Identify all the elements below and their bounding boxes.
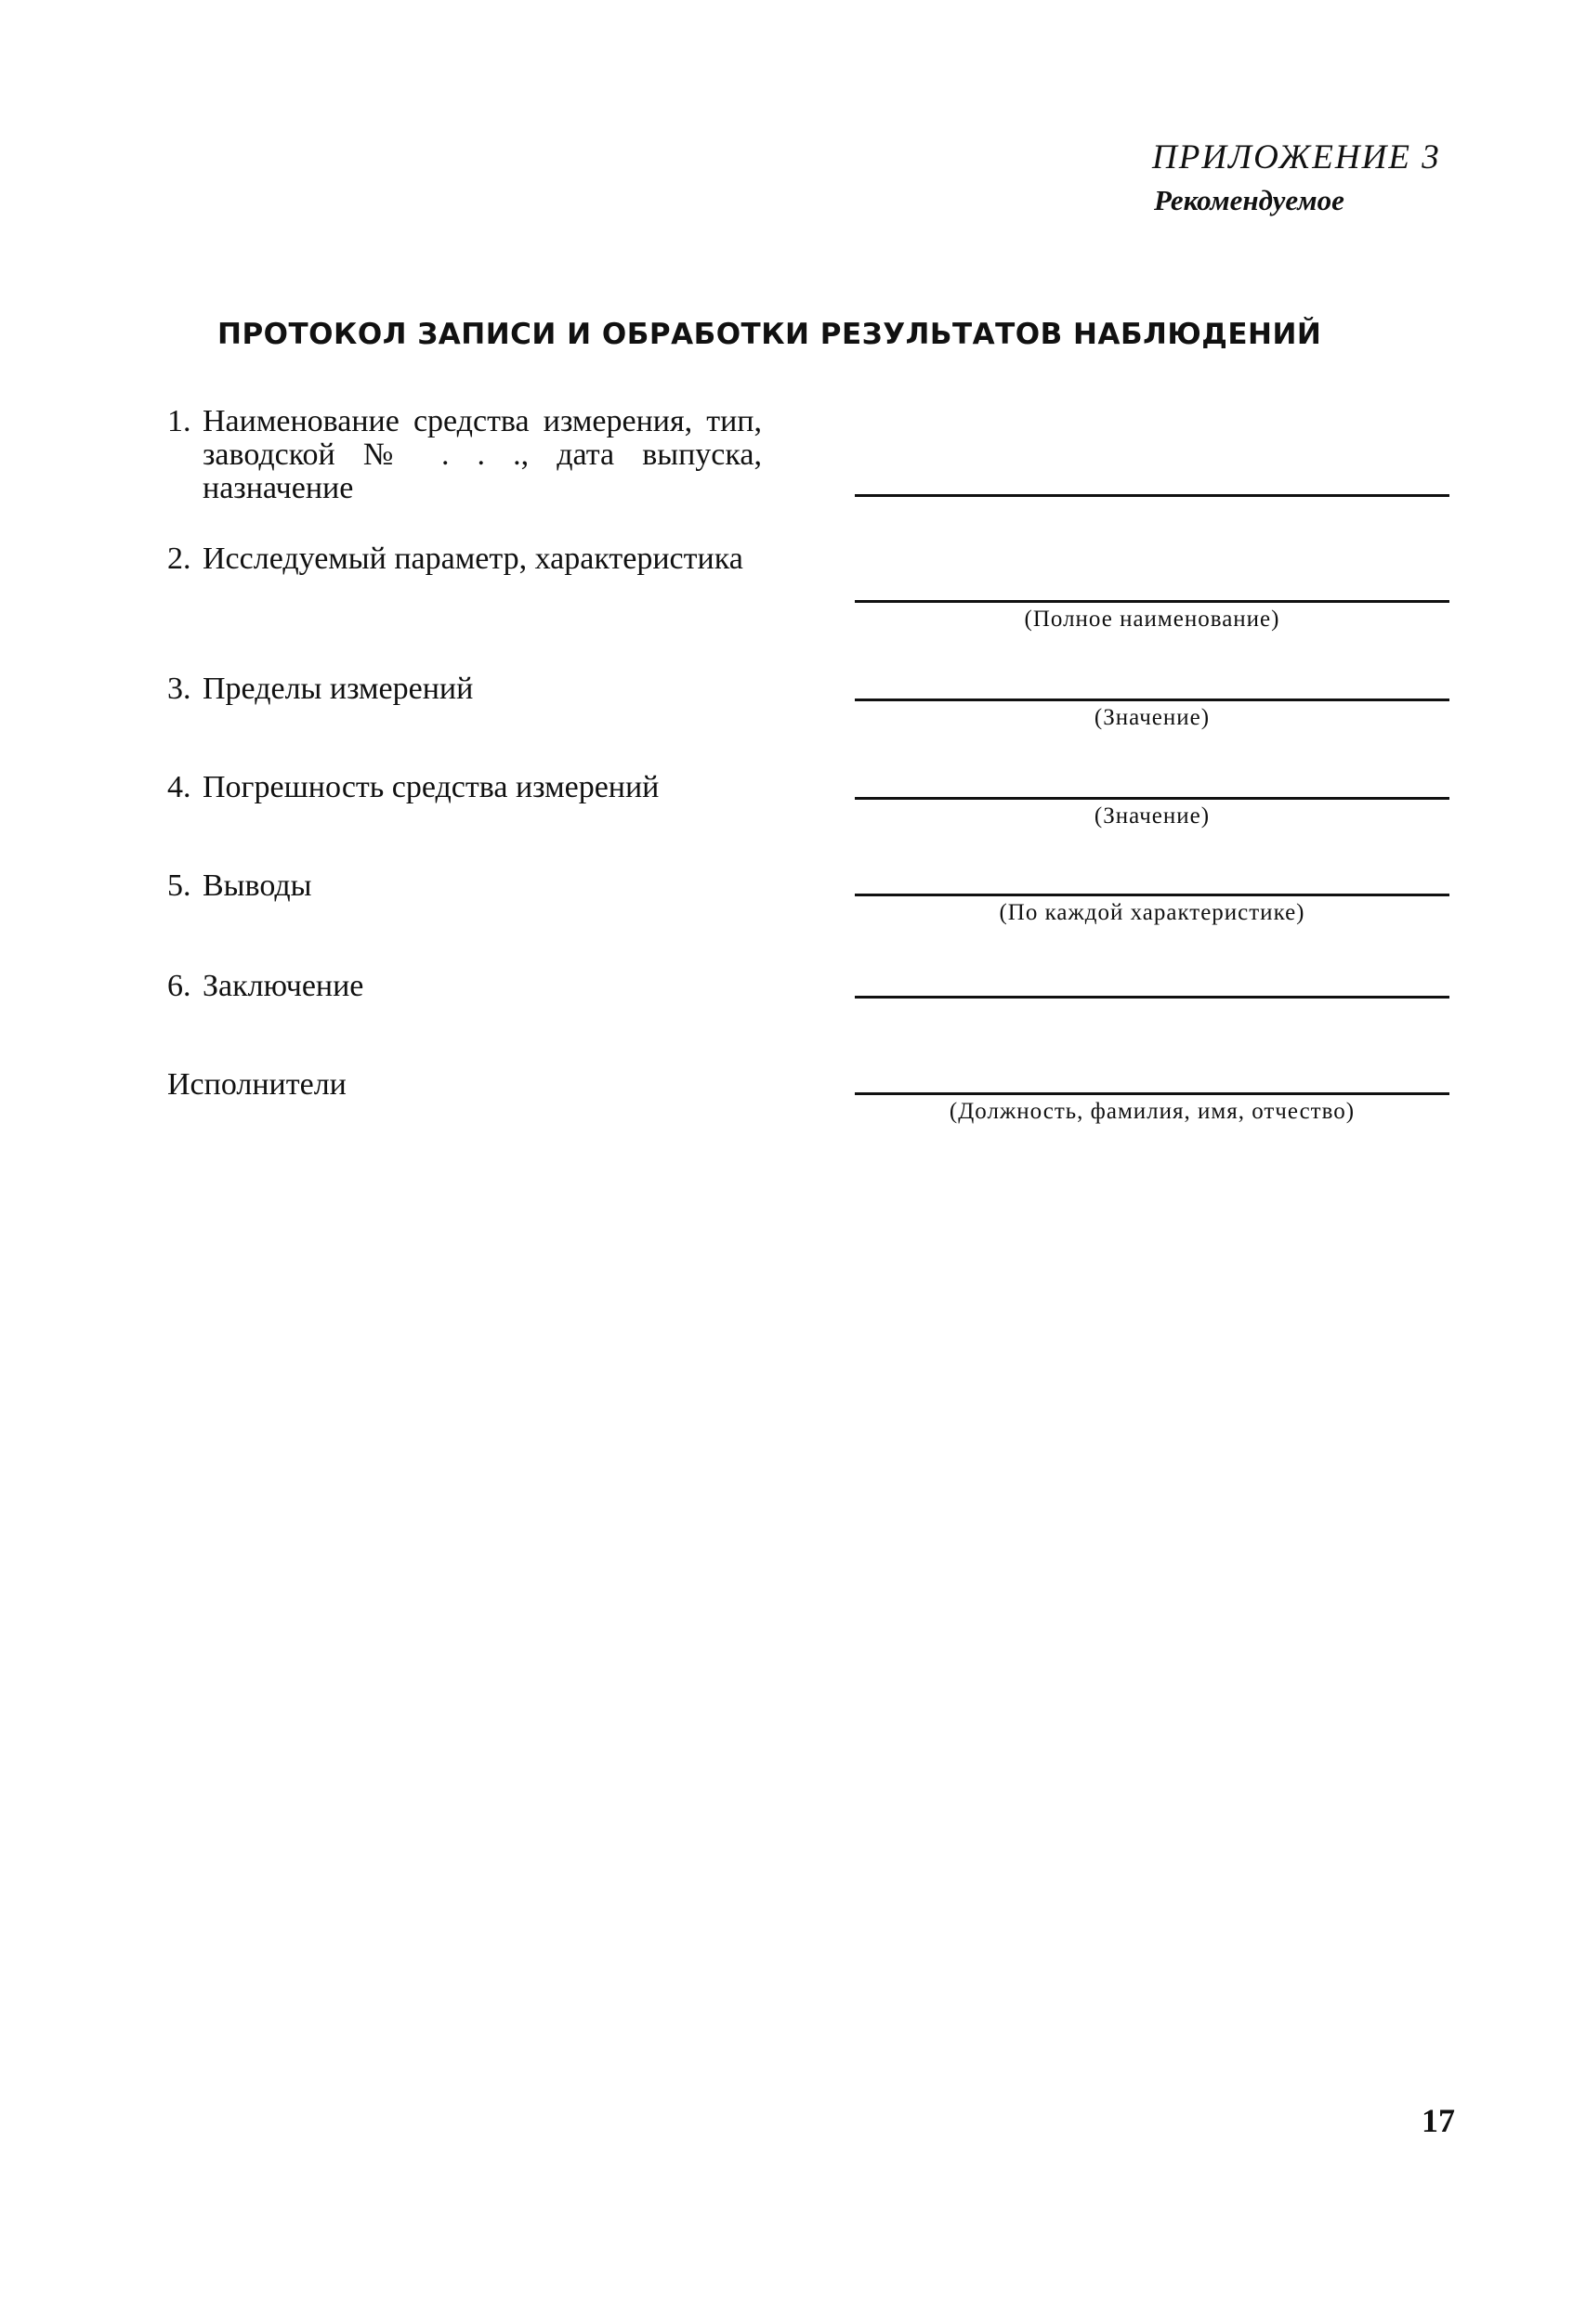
item-label: Исследуемый параметр, характеристика <box>203 542 743 576</box>
field-caption: (Значение) <box>1094 705 1211 730</box>
appendix-status: Рекомендуемое <box>1154 184 1344 216</box>
form-item-1 <box>167 405 762 505</box>
document-title: ПРОТОКОЛ ЗАПИСИ И ОБРАБОТКИ РЕЗУЛЬТАТОВ НАБЛЮДЕНИЙ <box>217 318 1322 351</box>
item-label: Наименование средства измерения, тип, заводской № . . ., дата выпуска, назначение <box>203 404 762 505</box>
appendix-label: ПРИЛОЖЕНИЕ 3 <box>1152 138 1441 176</box>
item-label: Пределы измерений <box>203 672 474 706</box>
field-caption: (Должность, фамилия, имя, отчество) <box>949 1099 1356 1124</box>
fill-line <box>855 894 1449 896</box>
fill-line <box>855 797 1449 800</box>
item-number: 4. <box>167 770 191 804</box>
item-number: 2. <box>167 542 191 576</box>
form-item-2 <box>167 542 762 576</box>
field-item-4[interactable] <box>855 797 1449 831</box>
item-label: Выводы <box>203 868 312 903</box>
executors-row <box>167 1068 762 1102</box>
fill-line <box>855 699 1449 701</box>
item-number: 5. <box>167 868 191 903</box>
field-item-3[interactable] <box>855 699 1449 733</box>
field-item-1[interactable] <box>855 494 1449 497</box>
fill-line <box>855 494 1449 497</box>
form-item-6 <box>167 970 762 1003</box>
fill-line <box>855 600 1449 603</box>
fill-line <box>855 996 1449 999</box>
field-executors[interactable] <box>855 1092 1449 1127</box>
field-item-6[interactable] <box>855 996 1449 999</box>
field-caption: (По каждой характеристике) <box>999 900 1305 925</box>
item-label: Заключение <box>203 969 364 1003</box>
field-item-5[interactable] <box>855 894 1449 928</box>
executors-label: Исполнители <box>167 1067 347 1102</box>
field-caption: (Полное наименование) <box>1024 607 1280 632</box>
field-caption: (Значение) <box>1094 803 1211 829</box>
field-item-2[interactable] <box>855 600 1449 634</box>
appendix-header <box>1152 137 1459 219</box>
form-item-4 <box>167 771 762 804</box>
page-number: 17 <box>1422 2102 1455 2139</box>
item-number: 6. <box>167 969 191 1003</box>
item-number: 1. <box>167 404 191 438</box>
item-number: 3. <box>167 672 191 706</box>
form-item-5 <box>167 869 762 903</box>
item-label: Погрешность средства измерений <box>203 770 660 804</box>
form-item-3 <box>167 672 762 706</box>
fill-line <box>855 1092 1449 1095</box>
